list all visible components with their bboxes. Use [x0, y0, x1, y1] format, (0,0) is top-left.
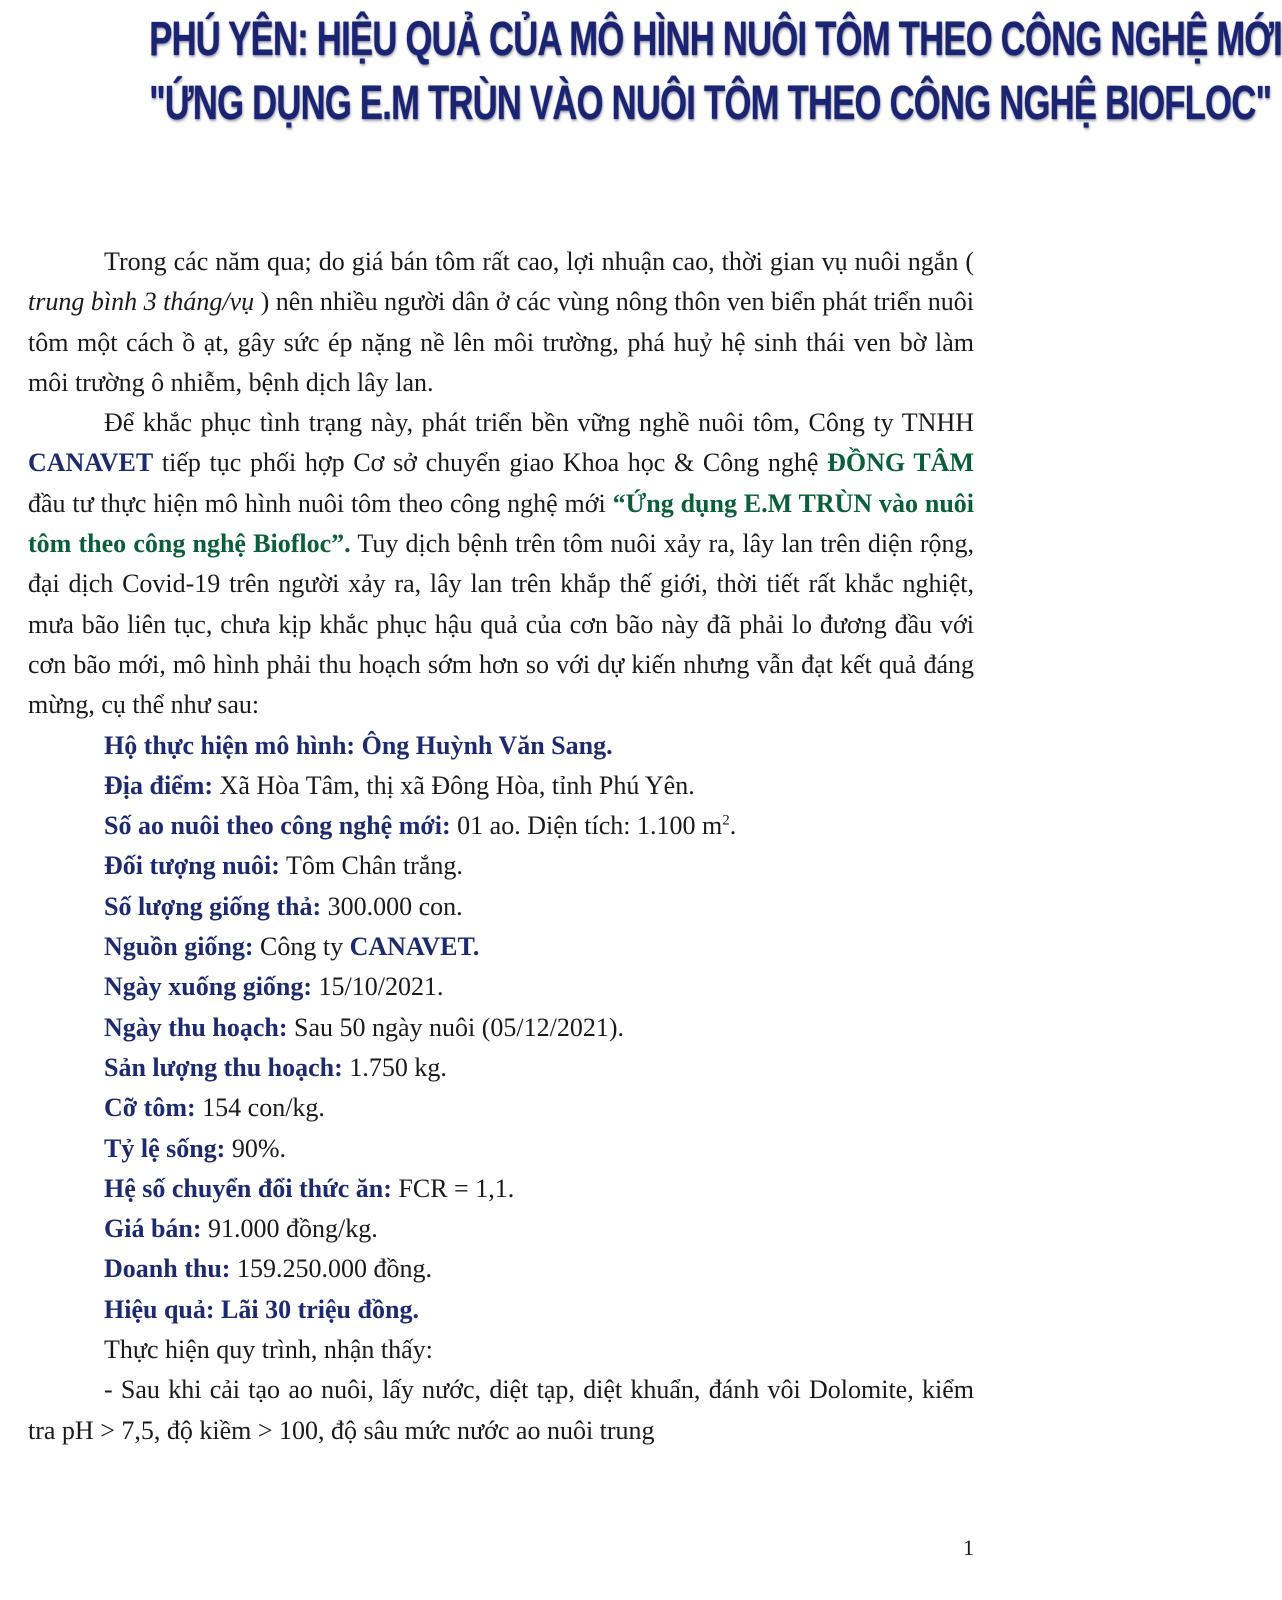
detail-location: Địa điểm: Xã Hòa Tâm, thị xã Đông Hòa, tỉnh Phú Yên. [104, 770, 695, 800]
process-intro: Thực hiện quy trình, nhận thấy: [104, 1335, 433, 1365]
detail-size: Cỡ tôm: 154 con/kg. [104, 1093, 325, 1123]
project-paragraph: Để khắc phục tình trạng này, phát triển bền vững nghề nuôi tôm, Công ty TNHH CANAVET tiếp tục phối hợp Cơ sở chuyển giao Khoa học & Công nghệ ĐỒNG TÂM đầu tư thực hiện mô hình nuôi tôm theo công nghệ mới “Ứng dụng E.M TRÙN vào nuôi tôm theo công nghệ Biofloc”. Tuy dịch bệnh trên tôm nuôi xảy ra, lây lan trên diện rộng, đại dịch Covid-19 trên người xảy ra, lây lan trên khắp thế giới, thời tiết rất khắc nghiệt, mưa bão liên tục, chưa kịp khắc phục hậu quả của cơn bão này đã phải lo đương đầu với cơn bão mới, mô hình phải thu hoạch sớm hơn so với dự kiến nhưng vẫn đạt kết quả đáng mừng, cụ thể như sau: [28, 408, 975, 720]
document-body [28, 242, 974, 1451]
detail-seed-source: Nguồn giống: Công ty CANAVET. [104, 932, 480, 962]
title-line-2: "ỨNG DỤNG E.M TRÙN VÀO NUÔI TÔM THEO CÔNG NGHỆ BIOFLOC" [149, 77, 1272, 130]
title-line-1: PHÚ YÊN: HIỆU QUẢ CỦA MÔ HÌNH NUÔI TÔM THEO CÔNG NGHỆ MỚI [149, 13, 1282, 66]
model-name: “Ứng dụng E.M TRÙN vào nuôi tôm theo công nghệ Biofloc”. [28, 488, 974, 559]
document-title [0, 8, 1282, 136]
detail-price: Giá bán: 91.000 đồng/kg. [104, 1214, 378, 1244]
detail-household: Hộ thực hiện mô hình: Ông Huỳnh Văn Sang. [104, 730, 613, 760]
partner-name: ĐỒNG TÂM [827, 448, 974, 478]
intro-paragraph: Trong các năm qua; do giá bán tôm rất cao, lợi nhuận cao, thời gian vụ nuôi ngắn ( trung bình 3 tháng/vụ ) nên nhiều người dân ở các vùng nông thôn ven biển phát triển nuôi tôm một cách ồ ạt, gây sức ép nặng nề lên môi trường, phá huỷ hệ sinh thái ven bờ làm môi trường ô nhiễm, bệnh dịch lây lan. [28, 247, 974, 397]
detail-harvest-date: Ngày thu hoạch: Sau 50 ngày nuôi (05/12/2021). [104, 1012, 625, 1042]
detail-survival: Tỷ lệ sống: 90%. [104, 1133, 287, 1163]
detail-ponds: Số ao nuôi theo công nghệ mới: 01 ao. Diện tích: 1.100 $m^2$. [104, 811, 737, 841]
page-number: 1 [963, 1535, 974, 1560]
detail-species: Đối tượng nuôi: Tôm Chân trắng. [104, 851, 463, 881]
detail-stocking-date: Ngày xuống giống: 15/10/2021. [104, 972, 444, 1002]
detail-result: Hiệu quả: Lãi 30 triệu đồng. [104, 1294, 419, 1324]
italic-duration: trung bình 3 tháng/vụ [28, 287, 255, 317]
process-step-1: - Sau khi cải tạo ao nuôi, lấy nước, diệt tạp, diệt khuẩn, đánh vôi Dolomite, kiểm tra pH > 7,5, độ kiềm > 100, độ sâu mức nước ao nuôi trung [28, 1375, 974, 1445]
detail-yield: Sản lượng thu hoạch: 1.750 kg. [104, 1052, 447, 1082]
company-name: CANAVET [28, 448, 154, 478]
detail-fcr: Hệ số chuyển đổi thức ăn: FCR = 1,1. [104, 1173, 515, 1203]
detail-seed-quantity: Số lượng giống thả: 300.000 con. [104, 891, 463, 921]
detail-revenue: Doanh thu: 159.250.000 đồng. [104, 1254, 432, 1284]
